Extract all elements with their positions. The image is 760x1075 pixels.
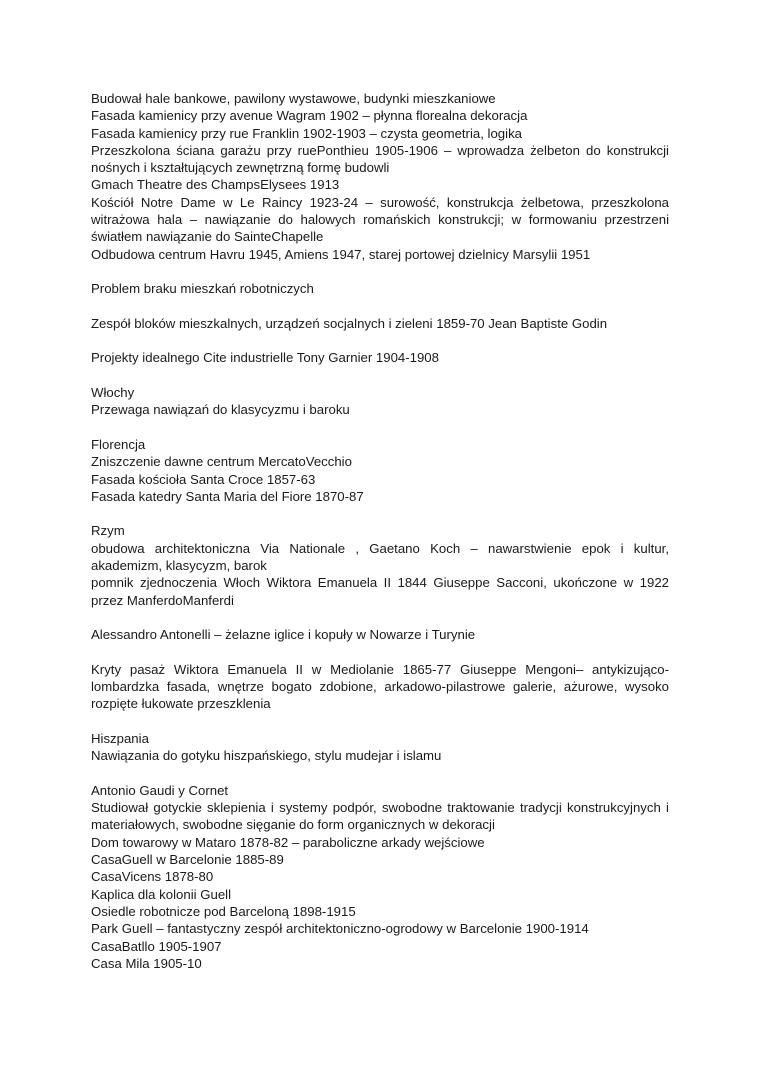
list-item: Fasada kościoła Santa Croce 1857-63 (91, 471, 316, 487)
text-paragraph: Kościół Notre Dame w Le Raincy 1923-24 – surowość, konstrukcja żelbetowa, przeszkolona witrażowa hala – nawiązanie do halowych romańskich konstrukcji; w formowaniu przestrzeni światłem nawiązanie do SainteChapelle (91, 194, 669, 245)
paragraph-gap (91, 505, 669, 522)
list-item: Osiedle robotnicze pod Barceloną 1898-1915 (91, 903, 356, 919)
text-paragraph: Kryty pasaż Wiktora Emanuela II w Mediolanie 1865-77 Giuseppe Mengoni– antykizująco-lombardzka fasada, wnętrze bogato zdobione, arkadowo-pilastrowe galerie, ażurowe, wysoko rozpięte łukowate przeszklenia (91, 661, 669, 712)
text-line: Fasada kamienicy przy avenue Wagram 1902 – płynna florealna dekoracja (91, 108, 528, 124)
text-line: Problem braku mieszkań robotniczych (91, 281, 314, 297)
list-item: Kaplica dla kolonii Guell (91, 886, 232, 902)
list-item: Casa Mila 1905-10 (91, 955, 202, 971)
section-heading-rome: Rzym (91, 523, 125, 539)
list-item: CasaGuell w Barcelonie 1885-89 (91, 852, 284, 868)
list-item: Zniszczenie dawne centrum MercatoVecchio (91, 454, 352, 470)
section-heading-spain: Hiszpania (91, 730, 149, 746)
section-heading-italy: Włochy (91, 385, 135, 401)
text-paragraph: obudowa architektoniczna Via Nationale , Gaetano Koch – nawarstwienie epok i kultur, akademizm, klasycyzm, barok (91, 540, 669, 574)
text-paragraph: pomnik zjednoczenia Włoch Wiktora Emanuela II 1844 Giuseppe Sacconi, ukończone w 1922 przez ManferdoManferdi (91, 575, 669, 608)
paragraph-gap (91, 419, 669, 436)
text-paragraph: Przeszkolona ściana garażu przy ruePonthieu 1905-1906 – wprowadza żelbeton do konstrukcji nośnych i kształtujących zewnętrzną formę budowli (91, 142, 669, 176)
text-line: Przewaga nawiązań do klasycyzmu i baroku (91, 402, 350, 418)
text-line: Alessandro Antonelli – żelazne iglice i kopuły w Nowarze i Turynie (91, 627, 476, 643)
paragraph-gap (91, 713, 669, 730)
list-item: CasaVicens 1878-80 (91, 869, 214, 885)
paragraph-gap (91, 644, 669, 661)
text-line: Gmach Theatre des ChampsElysees 1913 (91, 177, 340, 193)
text-paragraph: Studiował gotyckie sklepienia i systemy podpór, swobodne traktowanie tradycji konstrukcyjnych i materiałowych, swobodne sięganie do form organicznych w dekoracji (91, 800, 669, 833)
paragraph-gap (91, 765, 669, 782)
paragraph-gap (91, 609, 669, 626)
text-line: Nawiązania do gotyku hiszpańskiego, stylu mudejar i islamu (91, 748, 442, 764)
text-line: Fasada kamienicy przy rue Franklin 1902-1903 – czysta geometria, logika (91, 125, 523, 141)
list-item: Dom towarowy w Mataro 1878-82 – paraboliczne arkady wejściowe (91, 834, 485, 850)
text-line: Projekty idealnego Cite industrielle Tony Garnier 1904-1908 (91, 350, 439, 366)
paragraph-gap (91, 263, 669, 280)
paragraph-gap (91, 367, 669, 384)
paragraph-gap (91, 332, 669, 349)
text-line: Odbudowa centrum Havru 1945, Amiens 1947, starej portowej dzielnicy Marsylii 1951 (91, 246, 591, 262)
document-body (91, 90, 669, 972)
text-line: Budował hale bankowe, pawilony wystawowe, budynki mieszkaniowe (91, 91, 496, 106)
list-item: Fasada katedry Santa Maria del Fiore 1870-87 (91, 488, 364, 504)
section-heading-florence: Florencja (91, 436, 146, 452)
text-line: Zespół bloków mieszkalnych, urządzeń socjalnych i zieleni 1859-70 Jean Baptiste Godin (91, 315, 608, 331)
paragraph-gap (91, 298, 669, 315)
section-heading-gaudi: Antonio Gaudi y Cornet (91, 782, 229, 798)
list-item: CasaBatllo 1905-1907 (91, 938, 222, 954)
list-item: Park Guell – fantastyczny zespół architektoniczno-ogrodowy w Barcelonie 1900-1914 (91, 921, 589, 937)
